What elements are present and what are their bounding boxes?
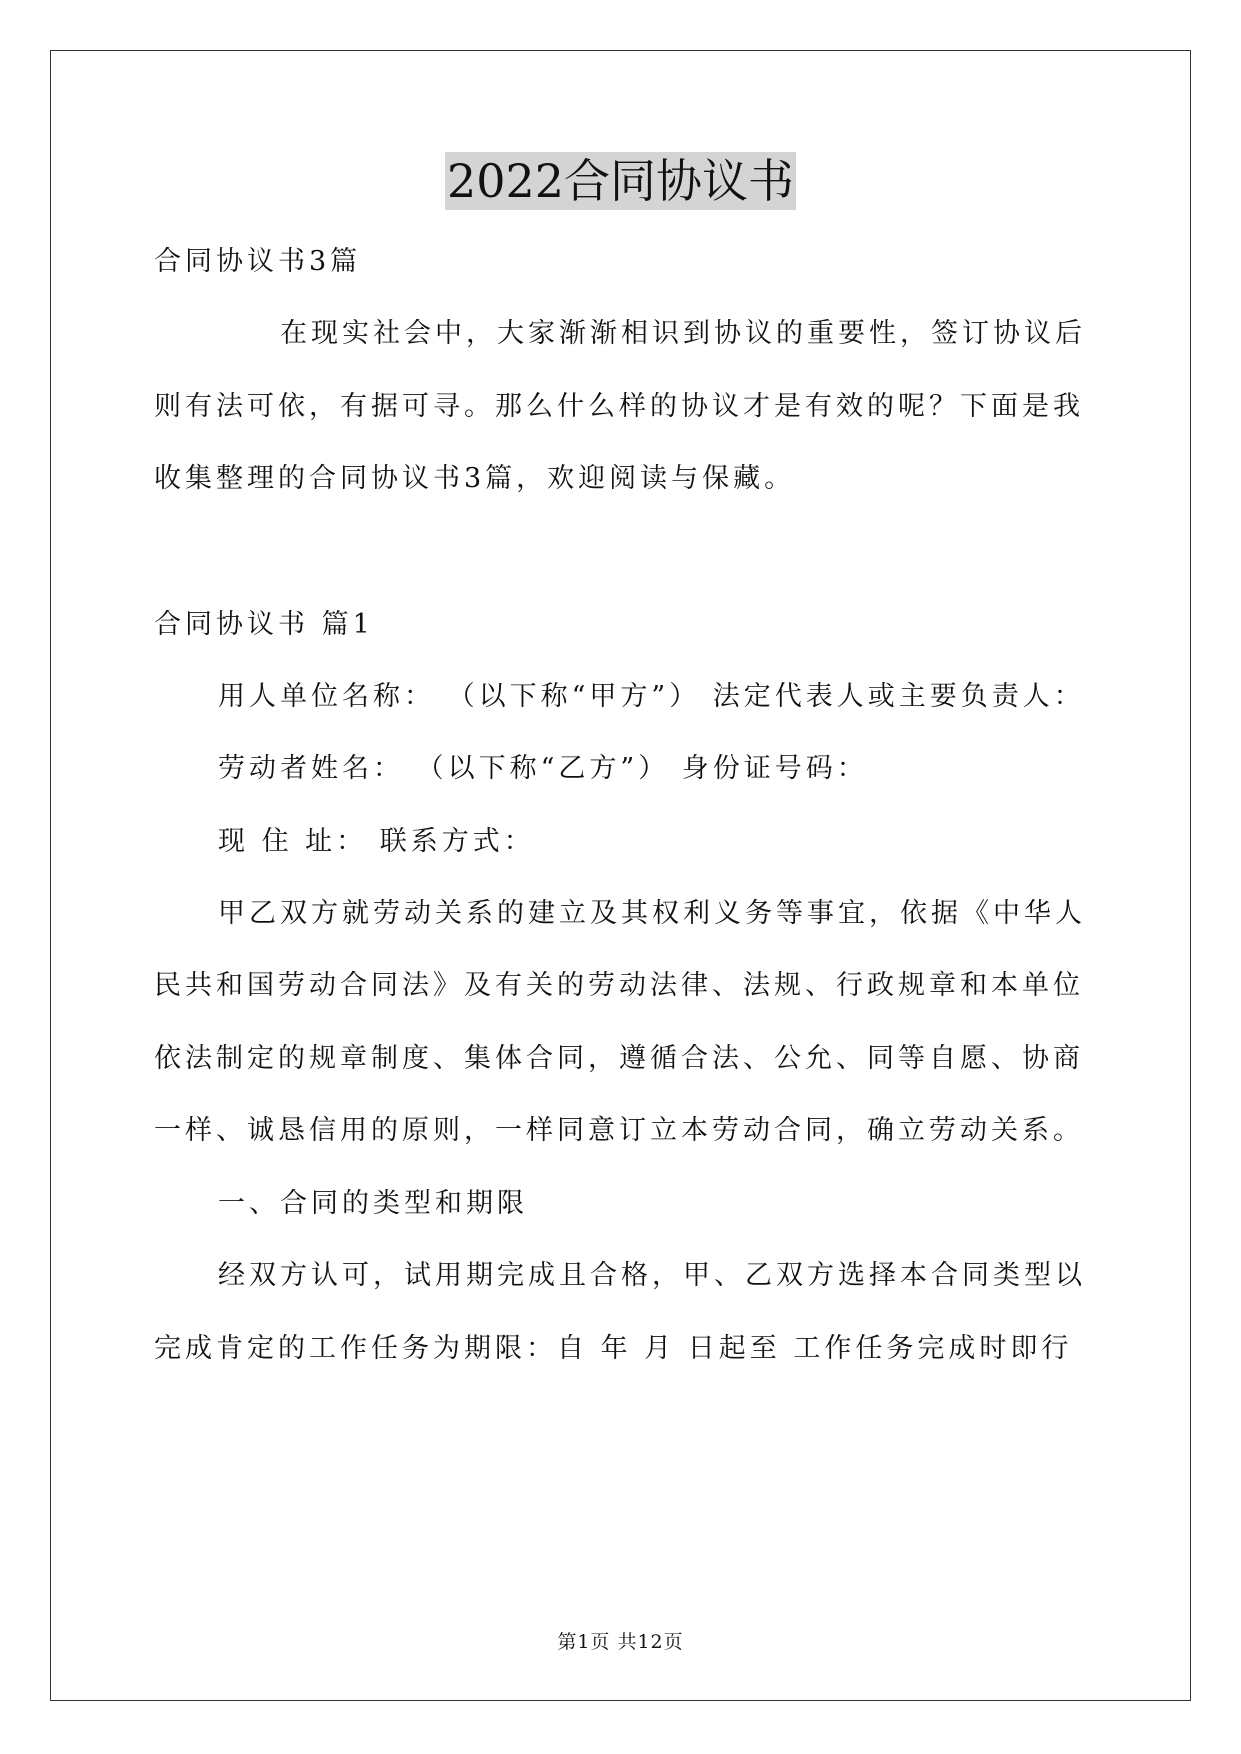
intro-line-3: 收集整理的合同协议书3篇，欢迎阅读与保藏。 xyxy=(154,463,796,494)
paragraph-1-line-2: 民共和国劳动合同法》及有关的劳动法律、法规、行政规章和本单位 xyxy=(154,970,1084,1001)
section-heading: 合同协议书 篇1 xyxy=(154,609,374,640)
page-footer: 第1页 共12页 xyxy=(557,1631,684,1653)
party-line-employer: 用人单位名称： （以下称“甲方”） 法定代表人或主要负责人： xyxy=(218,681,1085,712)
paragraph-1-line-1: 甲乙双方就劳动关系的建立及其权利义务等事宜，依据《中华人 xyxy=(218,898,1086,929)
title-container xyxy=(0,152,1241,210)
document-subtitle: 合同协议书3篇 xyxy=(154,246,362,277)
paragraph-2-line-1: 经双方认可，试用期完成且合格，甲、乙双方选择本合同类型以 xyxy=(218,1260,1086,1291)
intro-line-2: 则有法可依，有据可寻。那么什么样的协议才是有效的呢？下面是我 xyxy=(154,391,1084,422)
intro-line-1: 在现实社会中，大家渐渐相识到协议的重要性，签订协议后 xyxy=(280,318,1086,349)
paragraph-1-line-4: 一样、诚恳信用的原则，一样同意订立本劳动合同，确立劳动关系。 xyxy=(154,1115,1084,1146)
document-title: 2022合同协议书 xyxy=(446,154,795,208)
page-border xyxy=(50,50,1191,1701)
clause-heading: 一、合同的类型和期限 xyxy=(218,1188,528,1219)
party-line-address: 现 住 址： 联系方式： xyxy=(218,826,535,857)
paragraph-1-line-3: 依法制定的规章制度、集体合同，遵循合法、公允、同等自愿、协商 xyxy=(154,1043,1084,1074)
paragraph-2-line-2: 完成肯定的工作任务为期限：自 年 月 日起至 工作任务完成时即行 xyxy=(154,1333,1073,1364)
party-line-employee: 劳动者姓名： （以下称“乙方”） 身份证号码： xyxy=(218,753,868,784)
